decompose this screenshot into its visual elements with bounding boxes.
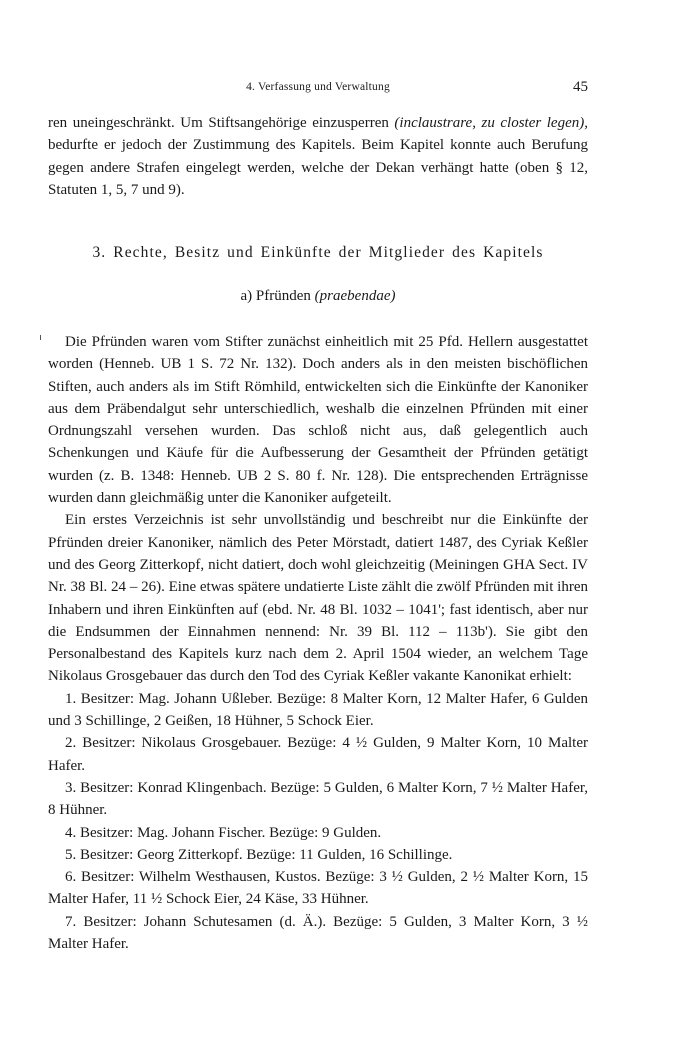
subsection-label: a) Pfründen [240,288,311,304]
section-heading: 3. Rechte, Besitz und Einkünfte der Mitglieder des Kapitels [92,244,544,261]
holder-item-3: 3. Besitzer: Konrad Klingenbach. Bezüge: 5 Gulden, 6 Malter Korn, 7 ½ Malter Hafer, 8 Hühner. [48,779,588,819]
subsection-heading [48,288,588,305]
holder-item-5: 5. Besitzer: Georg Zitterkopf. Bezüge: 11 Gulden, 16 Schillinge. [65,846,453,863]
intro-paragraph [48,112,588,201]
holder-item-4: 4. Besitzer: Mag. Johann Fischer. Bezüge: 9 Gulden. [65,824,382,841]
intro-text-start: ren uneingeschränkt. Um Stiftsangehörige einzusperren [48,115,395,131]
subsection-latin-term: (praebendae) [314,288,396,304]
margin-mark [40,335,41,340]
paragraph-praebendae: Die Pfründen waren vom Stifter zunächst einheitlich mit 25 Pfd. Hellern ausgestattet worden (Henneb. UB 1 S. 72 Nr. 132). Doch anders als in den meisten bischöflichen Stiften, auch anders als im Stift Römhild, entwickelten sich die Einkünfte der Kanoniker aus dem Präbendalgut sehr unterschiedlich, weshalb die einzelnen Pfründen mit einer Ordnungszahl versehen wurden. Das schloß nicht aus, daß gelegentlich auch Schenkungen und Käufe für die Aufbesserung der Gesamtheit der Pfründen getätigt wurden (z. B. 1348: Henneb. UB 2 S. 80 f. Nr. 128). Die entsprechenden Erträgnisse wurden dann gleichmäßig unter die Kanoniker aufgeteilt. [48,334,588,507]
main-text [48,331,588,955]
holder-item-6: 6. Besitzer: Wilhelm Westhausen, Kustos. Bezüge: 3 ½ Gulden, 2 ½ Malter Korn, 15 Malter Hafer, 11 ½ Schock Eier, 24 Käse, 33 Hühner. [48,869,588,908]
intro-text-end: bedurfte er jedoch der Zustimmung des Kapitels. Beim Kapitel konnte auch Berufung gegen andere Strafen eingelegt werden, welche der Dekan verhängt hatte (oben § 12, Statuten 1, 5, 7 und 9). [48,137,588,198]
running-title: 4. Verfassung und Verwaltung [246,81,390,93]
page-number: 45 [573,79,588,95]
intro-latin-term: (inclaustrare, zu closter legen), [394,115,588,131]
holder-item-2: 2. Besitzer: Nikolaus Grosgebauer. Bezüge: 4 ½ Gulden, 9 Malter Korn, 10 Malter Hafer. [48,735,588,774]
paragraph-register: Ein erstes Verzeichnis ist sehr unvollständig und beschreibt nur die Einkünfte der Pfründen dreier Kanoniker, nämlich des Peter Mörstadt, datiert 1487, des Cyriak Keßler und des Georg Zitterkopf, nicht datiert, doch wohl gleichzeitig (Meiningen GHA Sect. IV Nr. 38 Bl. 24 – 26). Eine etwas spätere undatierte Liste zählt die zwölf Pfründen mit ihren Inhabern und ihren Einkünften auf (ebd. Nr. 48 Bl. 1032 – 1041'; fast identisch, aber nur die Endsummen der Einnahmen nennend: Nr. 39 Bl. 112 – 113b'). Sie gibt den Personalbestand des Kapitels kurz nach dem 2. April 1504 wieder, an welchem Tage Nikolaus Grosgebauer das durch den Tod des Cyriak Keßler vakante Kanonikat erhielt: [48,512,588,685]
running-head [48,79,588,97]
holder-item-1: 1. Besitzer: Mag. Johann Ußleber. Bezüge: 8 Malter Korn, 12 Malter Hafer, 6 Gulden und 3 Schillinge, 2 Geißen, 18 Hühner, 5 Schock Eier. [48,690,588,730]
holder-item-7: 7. Besitzer: Johann Schutesamen (d. Ä.). Bezüge: 5 Gulden, 3 Malter Korn, 3 ½ Malter Hafer. [48,913,588,953]
